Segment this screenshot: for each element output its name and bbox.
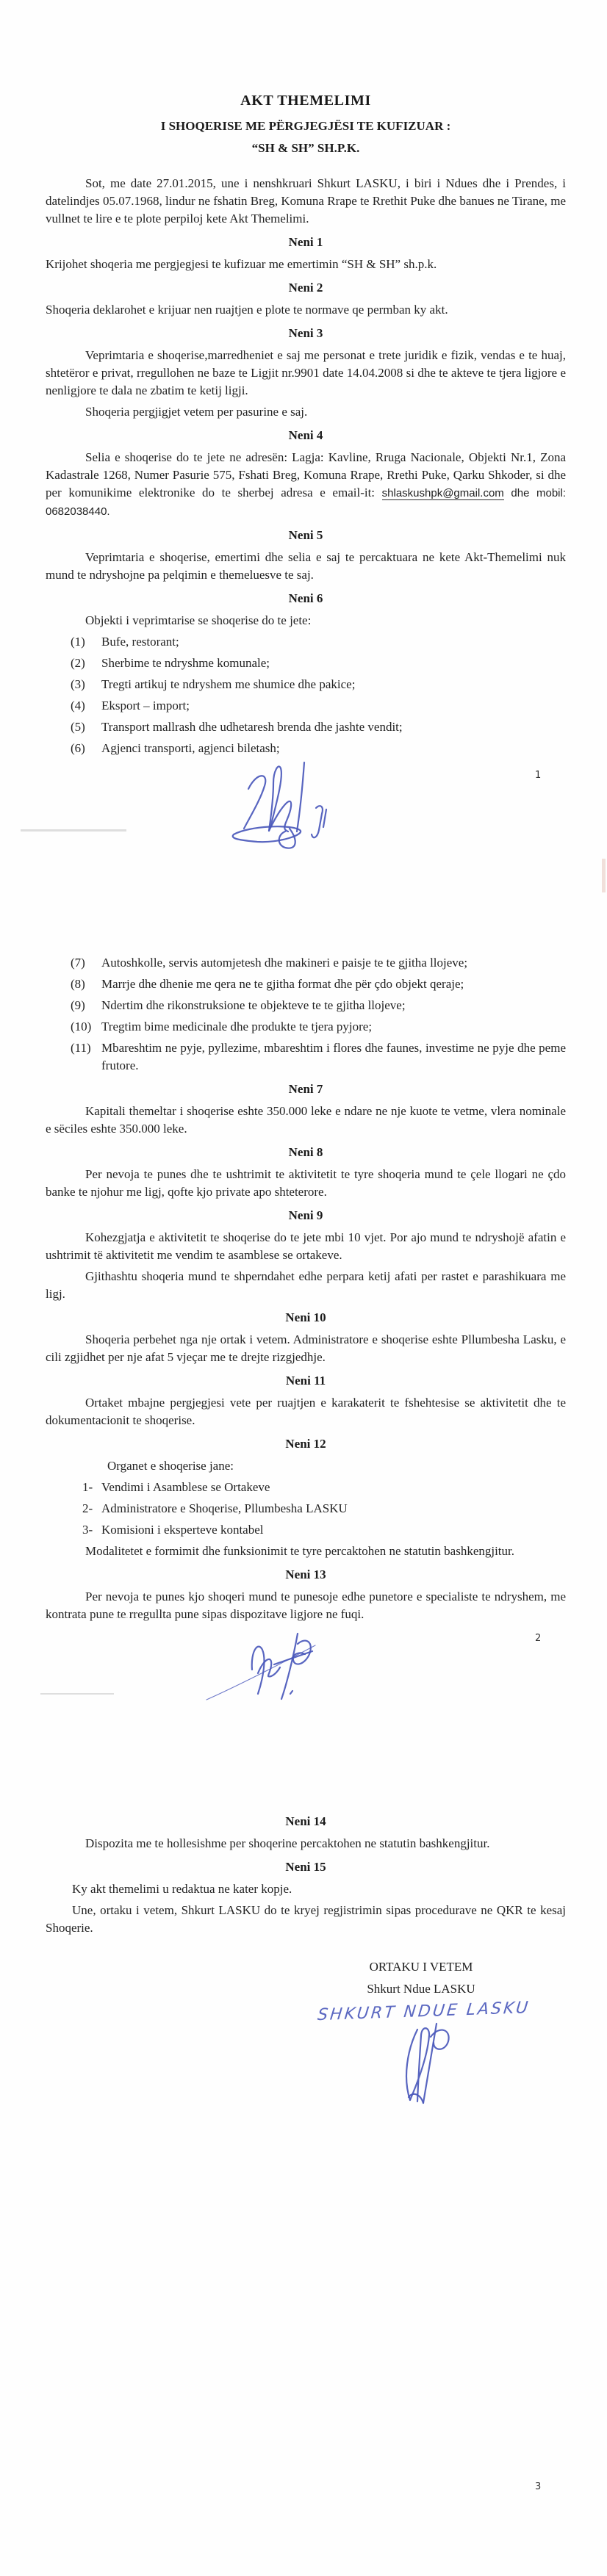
page-2 xyxy=(0,859,607,1717)
scan-artifact xyxy=(602,859,606,892)
article-14-paragraph: Dispozita me te hollesishme per shoqerine percaktohen ne statutin bashkengjitur. xyxy=(85,1836,490,1850)
activity-item: (9) Ndertim dhe rikonstruksione te objekteve te te gjitha llojeve; xyxy=(71,998,406,1012)
article-15-paragraph-2: Une, ortaku i vetem, Shkurt LASKU do te kryej regjistrimin sipas procedurave ne QKR te kesaj Shoqerie. xyxy=(46,1903,566,1935)
activity-item: (4) Eksport – import; xyxy=(71,699,190,712)
handwritten-name: SHKURT NDUE LASKU xyxy=(316,1998,531,2025)
signatory-role: ORTAKU I VETEM xyxy=(369,1960,473,1974)
article-10-paragraph: Shoqeria perbehet nga nje ortak i vetem. Administratore e shoqerise eshte Pllumbesha Lasku, e cili zgjidhet per nje afat 5 vjeçar me te drejte rizgjedhje. xyxy=(46,1332,566,1364)
page-3 xyxy=(0,1717,607,2576)
article-11-heading: Neni 11 xyxy=(285,1374,326,1388)
article-13-heading: Neni 13 xyxy=(285,1567,326,1581)
article-9-heading: Neni 9 xyxy=(288,1208,323,1222)
article-9-paragraph-1: Kohezgjatja e aktivitetit te shoqerise do te jete mbi 10 vjet. Por ajo mund te ndryshojë afatin e ushtrimit të aktivitetit me vendim te asamblese se ortakeve. xyxy=(46,1230,566,1262)
organ-item: 1- Vendimi i Asamblese se Ortakeve xyxy=(82,1480,270,1494)
article-6-intro: Objekti i veprimtarise se shoqerise do te jete: xyxy=(85,613,312,627)
article-15-paragraph-1: Ky akt themelimi u redaktua ne kater kopje. xyxy=(72,1882,292,1896)
activity-item: (10) Tregtim bime medicinale dhe produkte te tjera pyjore; xyxy=(71,1020,373,1033)
mobile-number: dhe mobil: 0682038440. xyxy=(46,487,566,518)
scan-artifact xyxy=(40,1693,114,1695)
address-text: Selia e shoqerise do te jete ne adresën: Lagja: Kavline, Rruga Nacionale, Objekti Nr.1, Zona Kadastrale 1268, Numer Pasurie 575, Fshati Breg, Komuna Rrape, Rrethi Puke, Qarku Shkoder, si dhe per komunikime elektronike do te sherbej adresa e email-it: xyxy=(46,450,566,499)
article-11-paragraph: Ortaket mbajne pergjegjesi vete per ruajtjen e karakaterit te fshehtesise se aktivitetit dhe te dokumentacionit te shoqerise. xyxy=(46,1396,566,1427)
scan-artifact xyxy=(21,829,126,831)
page-number: 3 xyxy=(535,2481,542,2492)
document-title: AKT THEMELIMI xyxy=(240,93,371,109)
article-10-heading: Neni 10 xyxy=(285,1310,326,1324)
activity-item: (5) Transport mallrash dhe udhetaresh brenda dhe jashte vendit; xyxy=(71,720,403,734)
article-14-heading: Neni 14 xyxy=(285,1814,326,1828)
article-6-heading: Neni 6 xyxy=(288,591,323,605)
organ-item: 3- Komisioni i eksperteve kontabel xyxy=(82,1523,264,1537)
activity-item: (7) Autoshkolle, servis automjetesh dhe makineri e paisje te te gjitha llojeve; xyxy=(71,956,468,970)
article-1-paragraph: Krijohet shoqeria me pergjegjesi te kufizuar me emertimin “SH & SH” sh.p.k. xyxy=(46,257,437,271)
article-2-heading: Neni 2 xyxy=(288,281,323,295)
article-12-closing: Modalitetet e formimit dhe funksionimit te tyre percaktohen ne statutin bashkengjitur. xyxy=(85,1544,515,1558)
article-5-heading: Neni 5 xyxy=(288,528,323,542)
signature-block xyxy=(317,1959,576,2105)
scan-artifact xyxy=(116,1617,128,1618)
intro-paragraph: Sot, me date 27.01.2015, une i nenshkruari Shkurt LASKU, i biri i Ndues dhe i Prendes, i datelindjes 05.07.1968, lindur ne fshatin Breg, Komuna Rrape te Rrethit Puke dhe banues ne Tirane, me vullnet te lire e te plote perpiloj kete Akt Themelimi. xyxy=(46,176,566,226)
article-7-heading: Neni 7 xyxy=(288,1082,323,1096)
activity-item: (8) Marrje dhe dhenie me qera ne te gjitha format dhe për çdo objekt qeraje; xyxy=(71,977,464,991)
article-3-paragraph-1: Veprimtaria e shoqerise,marredheniet e saj me personat e trete juridik e fizik, vendas e te huaj, shtetëror e privat, rregullohen ne baze te Ligjit nr.9901 date 14.04.2008 si dhe te akteve te tjera ligjore e nenligjore te dala ne zbatim te ketij ligji. xyxy=(46,348,566,397)
activity-item: (6) Agjenci transporti, agjenci biletash; xyxy=(71,741,280,755)
article-1-heading: Neni 1 xyxy=(288,235,323,249)
page-number: 1 xyxy=(535,770,542,781)
article-3-paragraph-2: Shoqeria pergjigjet vetem per pasurine e saj. xyxy=(85,405,308,419)
activity-item: (2) Sherbime te ndryshme komunale; xyxy=(71,656,270,670)
article-3-heading: Neni 3 xyxy=(288,326,323,340)
article-12-heading: Neni 12 xyxy=(285,1437,326,1451)
organ-item: 2- Administratore e Shoqerise, Pllumbesha LASKU xyxy=(82,1501,348,1515)
handwritten-signature-ink xyxy=(204,1629,321,1703)
article-12-intro: Organet e shoqerise jane: xyxy=(107,1459,234,1473)
activity-item: (3) Tregti artikuj te ndryshem me shumice dhe pakice; xyxy=(71,677,356,691)
article-4-paragraph xyxy=(46,449,566,521)
article-7-paragraph: Kapitali themeltar i shoqerise eshte 350.000 leke e ndare ne nje kuote te vetme, vlera nominale e sëciles eshte 350.000 leke. xyxy=(46,1104,566,1136)
page-number: 2 xyxy=(535,1633,542,1644)
article-15-heading: Neni 15 xyxy=(285,1860,326,1874)
handwritten-signature-ink xyxy=(228,761,349,851)
article-2-paragraph: Shoqeria deklarohet e krijuar nen ruajtjen e plote te normave qe permban ky akt. xyxy=(46,303,448,317)
article-8-paragraph: Per nevoja te punes dhe te ushtrimit te aktivitetit te tyre shoqeria mund te çele llogari ne çdo banke te njohur me ligj, qofte kjo private apo shteterore. xyxy=(46,1167,566,1199)
page-1 xyxy=(0,0,607,859)
activity-item: (11) Mbareshtim ne pyje, pyllezime, mbareshtim i flores dhe faunes, investime ne pyje dhe peme frutore. xyxy=(71,1041,566,1072)
company-name: “SH & SH” SH.P.K. xyxy=(251,141,360,155)
activity-item: (1) Bufe, restorant; xyxy=(71,635,179,649)
document-subtitle: I SHOQERISE ME PËRGJEGJËSI TE KUFIZUAR : xyxy=(160,119,451,133)
article-13-paragraph: Per nevoja te punes kjo shoqeri mund te punesoje edhe punetore e specialiste te ndryshem, me kontrata pune te rregullta pune sipas dispozitave ligjore ne fuqi. xyxy=(46,1590,566,1621)
article-4-heading: Neni 4 xyxy=(288,428,323,442)
handwritten-signature-ink xyxy=(385,2021,466,2105)
article-5-paragraph: Veprimtaria e shoqerise, emertimi dhe selia e saj te percaktuara ne kete Akt-Themelimi nuk mund te ndryshojne pa pelqimin e themeluesve te saj. xyxy=(46,550,566,582)
article-8-heading: Neni 8 xyxy=(288,1145,323,1159)
signatory-name: Shkurt Ndue LASKU xyxy=(367,1982,475,1996)
email-address: shlaskushpk@gmail.com xyxy=(381,487,504,499)
article-9-paragraph-2: Gjithashtu shoqeria mund te shperndahet edhe perpara ketij afati per rastet e parashikuara me ligj. xyxy=(46,1269,566,1301)
